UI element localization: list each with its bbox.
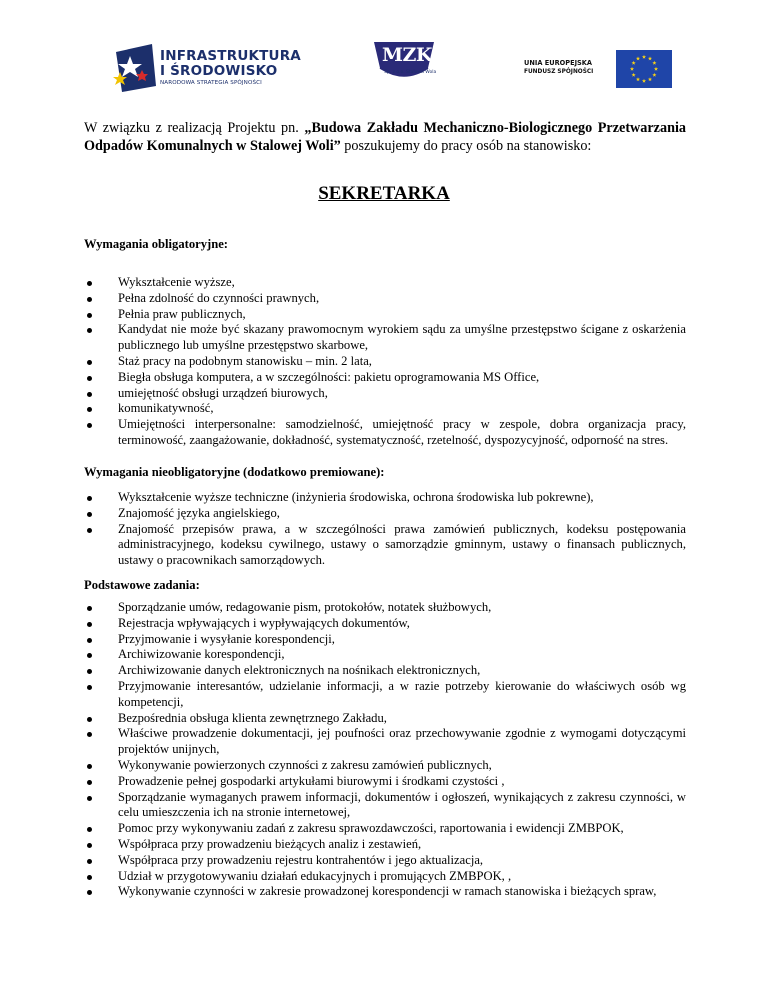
list-item: Archiwizowanie korespondencji,: [84, 647, 686, 663]
bullet-icon: [87, 890, 92, 895]
eu-star-icon: [652, 73, 656, 77]
bullet-icon: [87, 313, 92, 318]
section-heading-optional: Wymagania nieobligatoryjne (dodatkowo premiowane):: [84, 465, 385, 479]
list-item: Archiwizowanie danych elektronicznych na nośnikach elektronicznych,: [84, 663, 686, 679]
list-item: Sporządzanie umów, redagowanie pism, protokołów, notatek służbowych,: [84, 600, 686, 616]
eu-cohesion-fund-logo: [524, 50, 664, 86]
list-item: Udział w przygotowywaniu działań edukacyjnych i promujących ZMBPOK, ,: [84, 869, 686, 885]
eu-line-2: FUNDUSZ SPÓJNOŚCI: [524, 69, 594, 75]
list-item: Pełna zdolność do czynności prawnych,: [84, 291, 686, 307]
mzk-subtitle: Sp. z o.o. Stalowa Wola: [384, 70, 437, 75]
bullet-icon: [87, 392, 92, 397]
list-item: Wykształcenie wyższe,: [84, 275, 686, 291]
list-item: Współpraca przy prowadzeniu bieżących analiz i zestawień,: [84, 837, 686, 853]
eu-star-icon: [642, 79, 646, 83]
header-logos: [0, 38, 768, 98]
bullet-icon: [87, 685, 92, 690]
logo-line-2: I ŚRODOWISKO: [160, 63, 278, 79]
section-heading-obligatory: Wymagania obligatoryjne:: [84, 237, 229, 251]
bullet-icon: [87, 653, 92, 658]
section-heading-tasks: Podstawowe zadania:: [84, 578, 200, 592]
bullet-icon: [87, 622, 92, 627]
eu-line-1: UNIA EUROPEJSKA: [524, 59, 593, 67]
bullet-icon: [87, 328, 92, 333]
bullet-icon: [87, 376, 92, 381]
optional-requirements-list: [84, 490, 686, 569]
mzk-mark: MZK: [382, 44, 432, 66]
list-item: Rejestracja wpływających i wypływających dokumentów,: [84, 616, 686, 632]
bullet-icon: [87, 717, 92, 722]
list-item: Współpraca przy prowadzeniu rejestru kontrahentów i jego aktualizacja,: [84, 853, 686, 869]
list-item: Pomoc przy wykonywaniu zadań z zakresu sprawozdawczości, raportowania i ewidencji ZMBPOK,: [84, 821, 686, 837]
eu-star-icon: [632, 61, 636, 65]
bullet-icon: [87, 360, 92, 365]
obligatory-requirements-list: [84, 275, 686, 449]
mzk-logo: [368, 40, 440, 86]
list-item: Przyjmowanie interesantów, udzielanie informacji, a w razie potrzeby kierowanie do właściwych osób wg kompetencji,: [84, 679, 686, 711]
basic-tasks-list: [84, 600, 686, 900]
list-item: Prowadzenie pełnej gospodarki artykułami biurowymi i środkami czystości ,: [84, 774, 686, 790]
list-item: Znajomość przepisów prawa, a w szczególności prawa zamówień publicznych, kodeksu postępowania administracyjnego, kodeksu cywilnego, ustawy o samorządzie gminnym, ustawy o finansach publicznych, ustawy o pracownikach samorządowych.: [84, 522, 686, 569]
eu-flag-icon: [616, 50, 672, 88]
bullet-icon: [87, 827, 92, 832]
bullet-icon: [87, 875, 92, 880]
list-item: Wykształcenie wyższe techniczne (inżynieria środowiska, ochrona środowiska lub pokrewne),: [84, 490, 686, 506]
bullet-icon: [87, 606, 92, 611]
project-name: „Budowa Zakładu Mechaniczno-Biologicznego Przetwarzania Odpadów Komunalnych w Stalowej Woli”: [84, 120, 687, 154]
bullet-icon: [87, 732, 92, 737]
intro-paragraph: [84, 119, 686, 155]
eu-star-icon: [636, 77, 640, 81]
list-item: Przyjmowanie i wysyłanie korespondencji,: [84, 632, 686, 648]
eu-star-icon: [648, 77, 652, 81]
bullet-icon: [87, 281, 92, 286]
list-item: Wykonywanie powierzonych czynności z zakresu zamówień publicznych,: [84, 758, 686, 774]
bullet-icon: [87, 407, 92, 412]
logo-line-1: INFRASTRUKTURA: [160, 48, 301, 64]
bullet-icon: [87, 764, 92, 769]
list-item: Właściwe prowadzenie dokumentacji, jej poufności oraz przechowywanie zgodnie z wymogami dotyczącymi projektów unijnych,: [84, 726, 686, 758]
list-item: Sporządzanie wymaganych prawem informacji, dokumentów i ogłoszeń, wynikających z zakresu czynności, w celu umieszczenia ich na stronie internetowej,: [84, 790, 686, 822]
bullet-icon: [87, 796, 92, 801]
list-item: Staż pracy na podobnym stanowisku – min. 2 lata,: [84, 354, 686, 370]
bullet-icon: [87, 859, 92, 864]
list-item: Biegła obsługa komputera, a w szczególności: pakietu oprogramowania MS Office,: [84, 370, 686, 386]
page-title: SEKRETARKA: [318, 183, 450, 204]
intro-prefix: W związku z realizacją Projektu pn.: [84, 120, 305, 136]
list-item: Kandydat nie może być skazany prawomocnym wyrokiem sądu za umyślne przestępstwo ścigane z oskarżenia publicznego lub umyślne przestępstwo skarbowe,: [84, 322, 686, 354]
list-item: komunikatywność,: [84, 401, 686, 417]
eu-star-icon: [636, 56, 640, 60]
eu-star-icon: [652, 61, 656, 65]
intro-suffix: poszukujemy do pracy osób na stanowisko:: [340, 138, 592, 154]
list-item: umiejętność obsługi urządzeń biurowych,: [84, 386, 686, 402]
list-item: Wykonywanie czynności w zakresie prowadzonej korespondencji w ramach stanowiska i bieżących spraw,: [84, 884, 686, 900]
eu-star-icon: [632, 73, 636, 77]
bullet-icon: [87, 780, 92, 785]
bullet-icon: [87, 423, 92, 428]
star-emblem-icon: [112, 42, 158, 94]
list-item: Bezpośrednia obsługa klienta zewnętrznego Zakładu,: [84, 711, 686, 727]
eu-star-icon: [648, 56, 652, 60]
bullet-icon: [87, 512, 92, 517]
bullet-icon: [87, 297, 92, 302]
eu-star-icon: [630, 67, 634, 71]
bullet-icon: [87, 843, 92, 848]
bullet-icon: [87, 496, 92, 501]
logo-line-3: NARODOWA STRATEGIA SPÓJNOŚCI: [160, 80, 262, 86]
bullet-icon: [87, 669, 92, 674]
eu-star-icon: [654, 67, 658, 71]
infrastruktura-srodowisko-logo: [112, 42, 301, 94]
eu-star-icon: [642, 55, 646, 59]
bullet-icon: [87, 528, 92, 533]
list-item: Umiejętności interpersonalne: samodzielność, umiejętność pracy w zespole, dobra organizacja pracy, terminowość, zaangażowanie, dokładność, systematyczność, rzetelność, dyspozycyjność, odporność na stres.: [84, 417, 686, 449]
list-item: Znajomość języka angielskiego,: [84, 506, 686, 522]
bullet-icon: [87, 638, 92, 643]
list-item: Pełnia praw publicznych,: [84, 307, 686, 323]
